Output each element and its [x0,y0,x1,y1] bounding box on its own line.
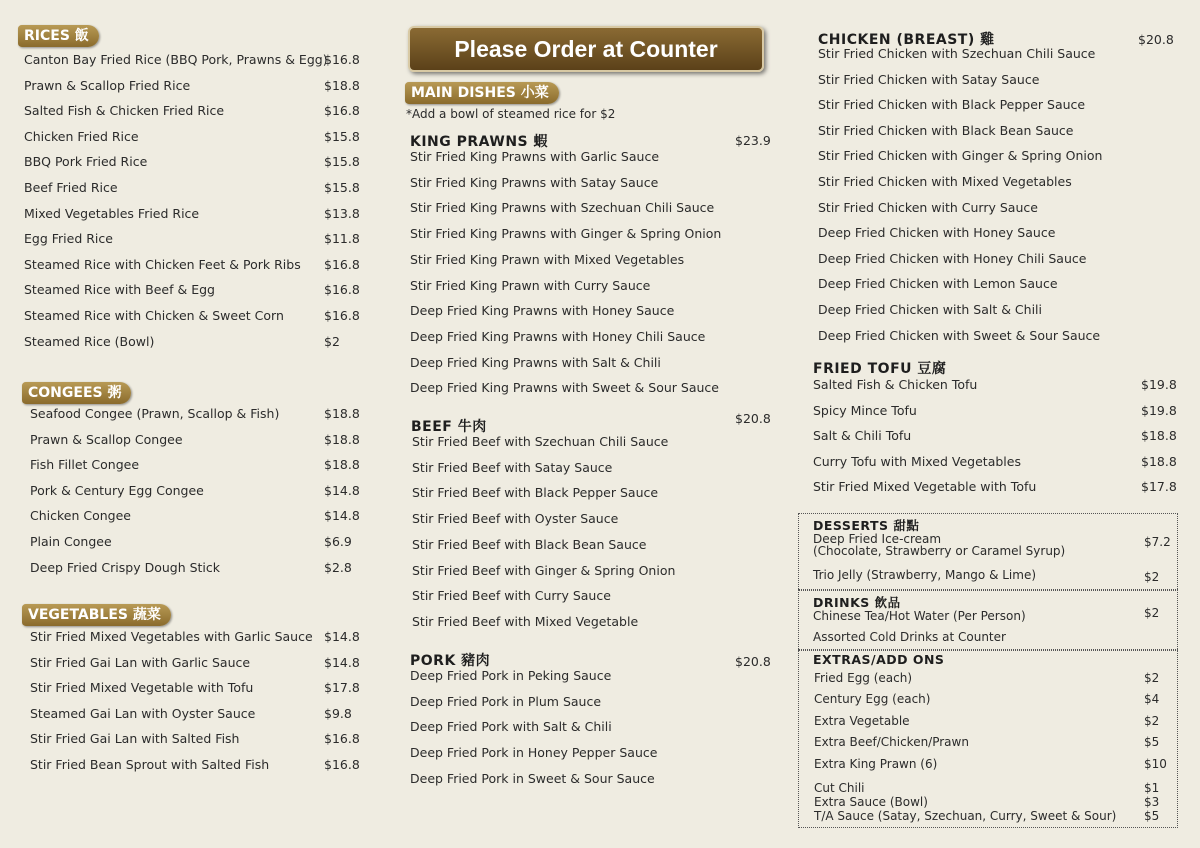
chicken-item: Stir Fried Chicken with Mixed Vegetables [818,174,1072,189]
vegetable-price: $17.8 [324,680,360,696]
rice-price: $15.8 [324,128,360,144]
rice-item: Egg Fried Rice [24,231,113,247]
extra-tail-item: Extra Sauce (Bowl) [814,795,928,809]
chicken-item: Deep Fried Chicken with Lemon Sauce [818,276,1058,292]
congee-price: $18.8 [324,406,360,421]
tofu-item: Curry Tofu with Mixed Vegetables [813,453,1021,469]
vegetables-heading: VEGETABLES 蔬菜 [22,604,171,626]
extra-item: Fried Egg (each) [814,671,913,685]
king-prawn-item: Stir Fried King Prawns with Szechuan Chili Sauce [410,200,715,216]
congee-price: $2.8 [324,559,352,575]
rice-item: Chicken Fried Rice [24,128,139,144]
vegetable-item: Stir Fried Gai Lan with Garlic Sauce [30,654,251,670]
congee-item: Deep Fried Crispy Dough Stick [30,559,221,575]
desserts-heading: DESSERTS 甜點 [813,518,920,533]
tofu-price: $19.8 [1141,402,1177,418]
vegetable-price: $14.8 [324,654,360,670]
vegetable-item: Stir Fried Bean Sprout with Salted Fish [30,757,270,772]
rice-price: $16.8 [324,256,360,272]
king-prawn-item: Deep Fried King Prawns with Salt & Chili [410,354,661,370]
congee-price: $14.8 [324,508,360,524]
tofu-price: $19.8 [1141,377,1177,392]
rice-item: Steamed Rice (Bowl) [24,333,155,349]
tofu-item: Salted Fish & Chicken Tofu [813,377,978,392]
congee-price: $6.9 [324,534,352,549]
king-prawn-item: Deep Fried King Prawns with Honey Chili Sauce [410,328,706,344]
vegetable-price: $9.8 [324,705,352,721]
rice-price: $15.8 [324,180,360,195]
extras-heading: EXTRAS/ADD ONS [813,652,945,667]
pork-item: Deep Fried Pork in Honey Pepper Sauce [410,745,658,761]
extra-item: Extra Vegetable [814,713,910,728]
chicken-item: Deep Fried Chicken with Salt & Chili [818,302,1043,317]
extra-tail-item: T/A Sauce (Satay, Szechuan, Curry, Sweet & Sour) [814,809,1117,823]
congee-item: Prawn & Scallop Congee [30,431,183,447]
congee-item: Plain Congee [30,534,112,549]
vegetable-price: $16.8 [324,731,360,747]
congee-price: $18.8 [324,457,360,473]
page-title: Please Order at Counter [408,26,764,72]
chicken-item: Deep Fried Chicken with Honey Sauce [818,225,1056,241]
congee-price: $18.8 [324,431,360,447]
rice-item: Steamed Rice with Chicken Feet & Pork Ribs [24,256,301,272]
extra-item: Extra King Prawn (6) [814,756,938,771]
rice-note: *Add a bowl of steamed rice for $2 [406,107,616,121]
drink-1-price: $2 [1144,606,1160,620]
dessert-2-price: $2 [1144,570,1160,584]
dessert-2: Trio Jelly (Strawberry, Mango & Lime) [813,568,1037,582]
chicken-item: Stir Fried Chicken with Black Bean Sauce [818,122,1074,138]
king-prawn-item: Stir Fried King Prawns with Ginger & Spring Onion [410,226,722,242]
beef-item: Stir Fried Beef with Black Bean Sauce [412,536,647,552]
chicken-price: $20.8 [1138,32,1174,47]
tofu-price: $17.8 [1141,479,1177,495]
tofu-item: Salt & Chili Tofu [813,428,912,444]
rice-price: $16.8 [324,308,360,323]
pork-heading: PORK 豬肉 [410,653,491,669]
rice-price: $2 [324,333,340,349]
beef-heading: BEEF 牛肉 [411,419,487,435]
rice-item: BBQ Pork Fried Rice [24,154,148,170]
drink-1: Chinese Tea/Hot Water (Per Person) [813,609,1026,623]
king-prawn-item: Deep Fried King Prawns with Honey Sauce [410,303,675,319]
rice-item: Beef Fried Rice [24,180,118,195]
beef-item: Stir Fried Beef with Mixed Vegetable [412,613,639,629]
rice-item: Mixed Vegetables Fried Rice [24,205,200,221]
beef-item: Stir Fried Beef with Szechuan Chili Sauce [412,434,669,449]
beef-item: Stir Fried Beef with Satay Sauce [412,459,613,475]
congees-heading: CONGEES 粥 [22,382,131,404]
king-prawn-item: Stir Fried King Prawns with Garlic Sauce [410,149,660,164]
rices-heading: RICES 飯 [18,25,99,47]
extra-price: $4 [1144,692,1160,707]
chicken-item: Stir Fried Chicken with Black Pepper Sauce [818,97,1086,113]
tofu-item: Spicy Mince Tofu [813,402,917,418]
vegetable-item: Stir Fried Mixed Vegetable with Tofu [30,680,254,696]
main-dishes-heading: MAIN DISHES 小菜 [405,82,559,104]
king-prawn-item: Stir Fried King Prawn with Mixed Vegetables [410,251,685,267]
beef-item: Stir Fried Beef with Curry Sauce [412,588,611,604]
drinks-heading: DRINKS 飲品 [813,595,901,610]
tofu-price: $18.8 [1141,428,1177,444]
congee-item: Fish Fillet Congee [30,457,140,473]
king-prawn-item: Stir Fried King Prawns with Satay Sauce [410,174,659,190]
rice-price: $11.8 [324,231,360,247]
rice-price: $16.8 [324,103,360,119]
congee-item: Seafood Congee (Prawn, Scallop & Fish) [30,406,280,421]
pork-item: Deep Fried Pork in Plum Sauce [410,693,602,709]
vegetable-item: Stir Fried Gai Lan with Salted Fish [30,731,240,747]
rice-item: Canton Bay Fried Rice (BBQ Pork, Prawns & Egg) [24,52,328,67]
rice-item: Steamed Rice with Chicken & Sweet Corn [24,308,284,323]
extra-item: Extra Beef/Chicken/Prawn [814,735,969,750]
extra-item: Century Egg (each) [814,692,931,707]
rice-price: $18.8 [324,77,360,93]
chicken-heading: CHICKEN (BREAST) 雞 [818,32,995,48]
extra-tail-price: $5 [1144,809,1160,823]
drink-2: Assorted Cold Drinks at Counter [813,630,1006,644]
pork-item: Deep Fried Pork with Salt & Chili [410,719,612,735]
chicken-item: Stir Fried Chicken with Szechuan Chili Sauce [818,46,1096,61]
dessert-1-price: $7.2 [1144,535,1171,549]
beef-item: Stir Fried Beef with Ginger & Spring Onion [412,562,676,578]
vegetable-price: $16.8 [324,757,360,772]
rice-item: Prawn & Scallop Fried Rice [24,77,191,93]
tofu-item: Stir Fried Mixed Vegetable with Tofu [813,479,1037,495]
vegetable-item: Steamed Gai Lan with Oyster Sauce [30,705,256,721]
rice-price: $15.8 [324,154,360,170]
king-prawn-item: Deep Fried King Prawns with Sweet & Sour Sauce [410,380,719,396]
congee-item: Chicken Congee [30,508,131,524]
chicken-item: Stir Fried Chicken with Curry Sauce [818,199,1038,215]
chicken-item: Stir Fried Chicken with Ginger & Spring Onion [818,148,1103,164]
pork-item: Deep Fried Pork in Peking Sauce [410,668,612,683]
pork-price: $20.8 [735,654,771,669]
dessert-1-line2: (Chocolate, Strawberry or Caramel Syrup) [813,544,1066,558]
beef-price: $20.8 [735,411,771,426]
king-prawn-item: Stir Fried King Prawn with Curry Sauce [410,277,651,293]
king-prawns-price: $23.9 [735,133,771,148]
rice-item: Steamed Rice with Beef & Egg [24,282,215,298]
congee-item: Pork & Century Egg Congee [30,482,204,498]
tofu-price: $18.8 [1141,453,1177,469]
chicken-item: Stir Fried Chicken with Satay Sauce [818,71,1040,87]
vegetable-price: $14.8 [324,629,360,644]
chicken-item: Deep Fried Chicken with Sweet & Sour Sauce [818,327,1101,343]
beef-item: Stir Fried Beef with Oyster Sauce [412,511,619,527]
extra-price: $5 [1144,735,1160,750]
extra-tail-price: $1 [1144,781,1160,795]
rice-price: $16.8 [324,52,360,67]
extra-price: $2 [1144,713,1160,728]
beef-item: Stir Fried Beef with Black Pepper Sauce [412,485,659,501]
extra-tail-price: $3 [1144,795,1160,809]
rice-price: $13.8 [324,205,360,221]
dessert-1-line1: Deep Fried Ice-cream [813,532,942,546]
pork-item: Deep Fried Pork in Sweet & Sour Sauce [410,770,655,786]
congee-price: $14.8 [324,482,360,498]
tofu-heading: FRIED TOFU 豆腐 [813,361,947,377]
vegetable-item: Stir Fried Mixed Vegetables with Garlic Sauce [30,629,313,644]
king-prawns-heading: KING PRAWNS 蝦 [410,134,549,150]
rice-price: $16.8 [324,282,360,298]
chicken-item: Deep Fried Chicken with Honey Chili Sauce [818,250,1087,266]
rice-item: Salted Fish & Chicken Fried Rice [24,103,225,119]
extra-price: $10 [1144,756,1167,771]
extra-tail-item: Cut Chili [814,781,865,795]
extra-price: $2 [1144,671,1160,685]
